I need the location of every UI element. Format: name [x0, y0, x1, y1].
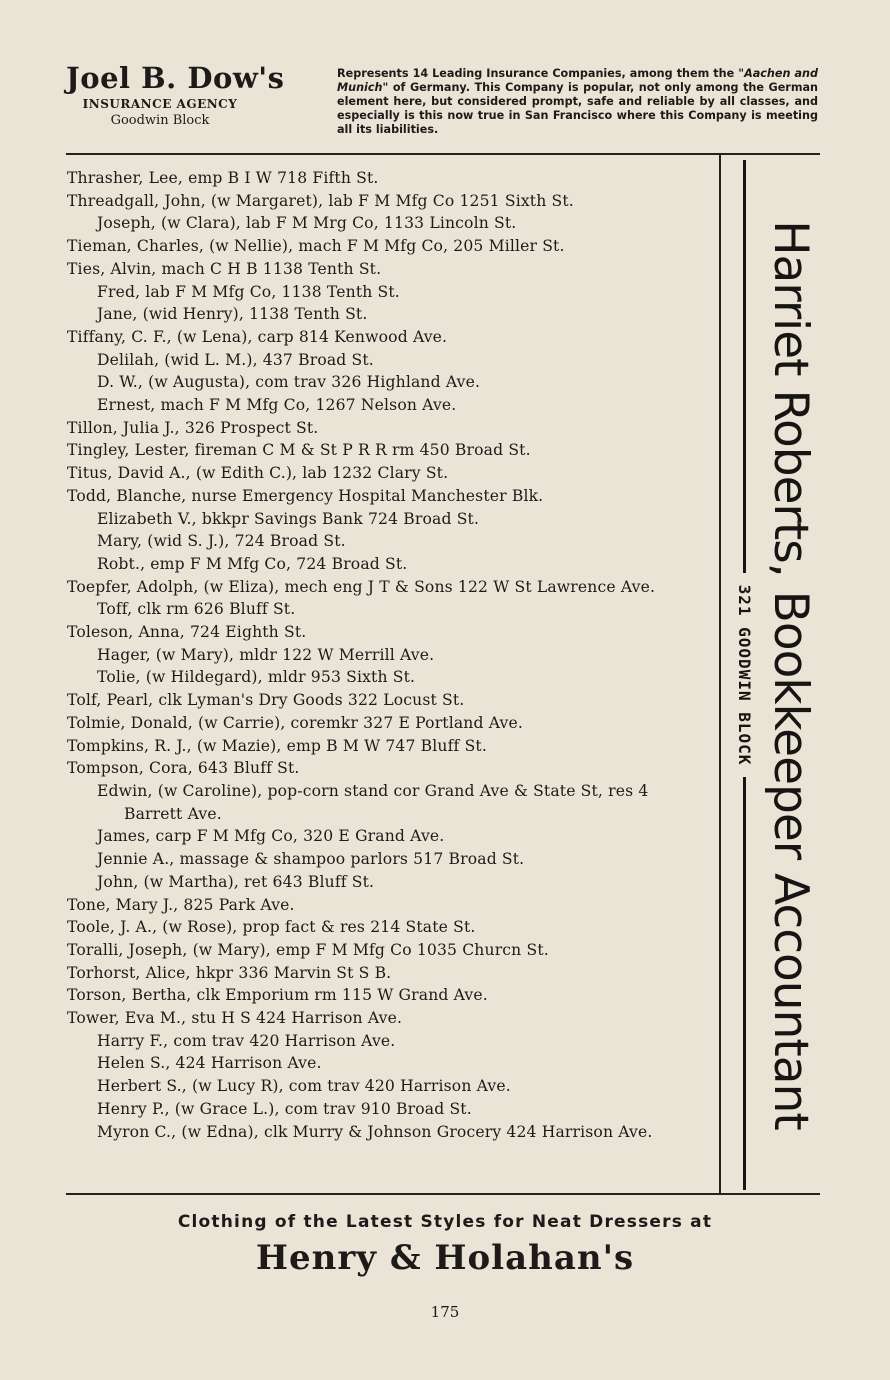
column-divider [719, 153, 721, 1193]
directory-entry: Tieman, Charles, (w Nellie), mach F M Mfg Co, 205 Miller St. [67, 237, 565, 256]
directory-entry: Delilah, (wid L. M.), 437 Broad St. [97, 350, 374, 369]
directory-entry: Titus, David A., (w Edith C.), lab 1232 Clary St. [67, 464, 449, 483]
directory-entry: John, (w Martha), ret 643 Bluff St. [97, 872, 375, 891]
directory-entry: James, carp F M Mfg Co, 320 E Grand Ave. [97, 827, 445, 846]
insurance-ad-masthead [66, 60, 286, 130]
bottom-divider [66, 1193, 820, 1195]
directory-entry: Threadgall, John, (w Margaret), lab F M Mfg Co 1251 Sixth St. [67, 191, 574, 210]
directory-entry: D. W., (w Augusta), com trav 326 Highland Ave. [97, 373, 481, 392]
directory-entry: Todd, Blanche, nurse Emergency Hospital Manchester Blk. [67, 486, 544, 505]
agency-subtitle: INSURANCE AGENCY [82, 97, 238, 111]
top-divider [66, 153, 820, 155]
directory-entry: Myron C., (w Edna), clk Murry & Johnson Grocery 424 Harrison Ave. [97, 1122, 653, 1141]
directory-entry: Tolie, (w Hildegard), mldr 953 Sixth St. [97, 668, 416, 687]
directory-entry: Herbert S., (w Lucy R), com trav 420 Harrison Ave. [97, 1077, 511, 1096]
directory-entry: Jane, (wid Henry), 1138 Tenth St. [97, 305, 368, 324]
directory-entry: Helen S., 424 Harrison Ave. [97, 1054, 322, 1073]
directory-listing [67, 167, 712, 1143]
directory-entry: Ernest, mach F M Mfg Co, 1267 Nelson Ave. [97, 396, 457, 415]
page-number: 175 [430, 1303, 460, 1321]
directory-entry: Edwin, (w Caroline), pop-corn stand cor Grand Ave & State St, res 4 Barrett Ave. [97, 781, 649, 823]
ad-text-body: of Germany. This Company is popular, not only among the German element here, but considered prompt, safe and reliable by all classes, and especially is this now true in San Francisco where this Company is meeting all its liabilities. [337, 81, 818, 136]
directory-entry: Harry F., com trav 420 Harrison Ave. [97, 1031, 396, 1050]
directory-entry: Robt., emp F M Mfg Co, 724 Broad St. [97, 554, 408, 573]
directory-entry: Tompson, Cora, 643 Bluff St. [67, 759, 300, 778]
directory-entry: Jennie A., massage & shampoo parlors 517 Broad St. [97, 850, 525, 869]
directory-entry: Toepfer, Adolph, (w Eliza), mech eng J T & Sons 122 W St Lawrence Ave. [67, 577, 656, 596]
directory-entry: Tolmie, Donald, (w Carrie), coremkr 327 E Portland Ave. [67, 713, 523, 732]
directory-entry: Tillon, Julia J., 326 Prospect St. [67, 418, 319, 437]
directory-entry: Tolf, Pearl, clk Lyman's Dry Goods 322 Locust St. [67, 691, 465, 710]
directory-entry: Henry P., (w Grace L.), com trav 910 Broad St. [97, 1099, 472, 1118]
ad-company-name: "Aachen and Munich" [337, 67, 818, 94]
directory-entry: Toralli, Joseph, (w Mary), emp F M Mfg Co 1035 Churcn St. [67, 940, 549, 959]
directory-entry: Mary, (wid S. J.), 724 Broad St. [97, 532, 346, 551]
insurance-ad-text [337, 67, 818, 137]
directory-entry: Thrasher, Lee, emp B I W 718 Fifth St. [67, 169, 379, 187]
ad-text-intro: Represents 14 Leading Insurance Companies, among them the [337, 67, 735, 80]
sidebar-address: 321 GOODWIN BLOCK [735, 584, 755, 766]
footer-tagline: Clothing of the Latest Styles for Neat Dressers at [177, 1212, 713, 1232]
directory-entry: Tingley, Lester, fireman C M & St P R R rm 450 Broad St. [67, 441, 531, 460]
sidebar-advertisement [730, 160, 820, 1190]
directory-entry: Tone, Mary J., 825 Park Ave. [67, 895, 295, 914]
directory-entry: Fred, lab F M Mfg Co, 1138 Tenth St. [97, 282, 400, 301]
directory-entry: Torhorst, Alice, hkpr 336 Marvin St S B. [67, 963, 392, 982]
directory-entry: Toff, clk rm 626 Bluff St. [97, 600, 296, 619]
agency-location: Goodwin Block [110, 113, 210, 128]
directory-entry: Torson, Bertha, clk Emporium rm 115 W Grand Ave. [67, 986, 488, 1005]
sidebar-rule-right [744, 777, 747, 1190]
sidebar-title: Harriet Roberts, Bookkeeper Accountant [763, 220, 818, 1130]
directory-entry: Tompkins, R. J., (w Mazie), emp B M W 747 Bluff St. [67, 736, 487, 755]
directory-entry: Toole, J. A., (w Rose), prop fact & res 214 State St. [67, 918, 476, 937]
sidebar-rule-left [744, 160, 747, 573]
sidebar-address-row [732, 160, 758, 1190]
footer-brand: Henry & Holahan's [255, 1238, 635, 1278]
directory-entry: Toleson, Anna, 724 Eighth St. [67, 623, 307, 642]
directory-entry: Elizabeth V., bkkpr Savings Bank 724 Broad St. [97, 509, 480, 528]
directory-entry: Tower, Eva M., stu H S 424 Harrison Ave. [67, 1009, 403, 1028]
directory-entry: Hager, (w Mary), mldr 122 W Merrill Ave. [97, 645, 435, 664]
directory-entry: Joseph, (w Clara), lab F M Mrg Co, 1133 Lincoln St. [97, 214, 517, 233]
directory-entry: Ties, Alvin, mach C H B 1138 Tenth St. [67, 259, 382, 278]
agency-name: Joel B. Dow's [66, 61, 285, 95]
directory-entry: Tiffany, C. F., (w Lena), carp 814 Kenwood Ave. [67, 327, 448, 346]
